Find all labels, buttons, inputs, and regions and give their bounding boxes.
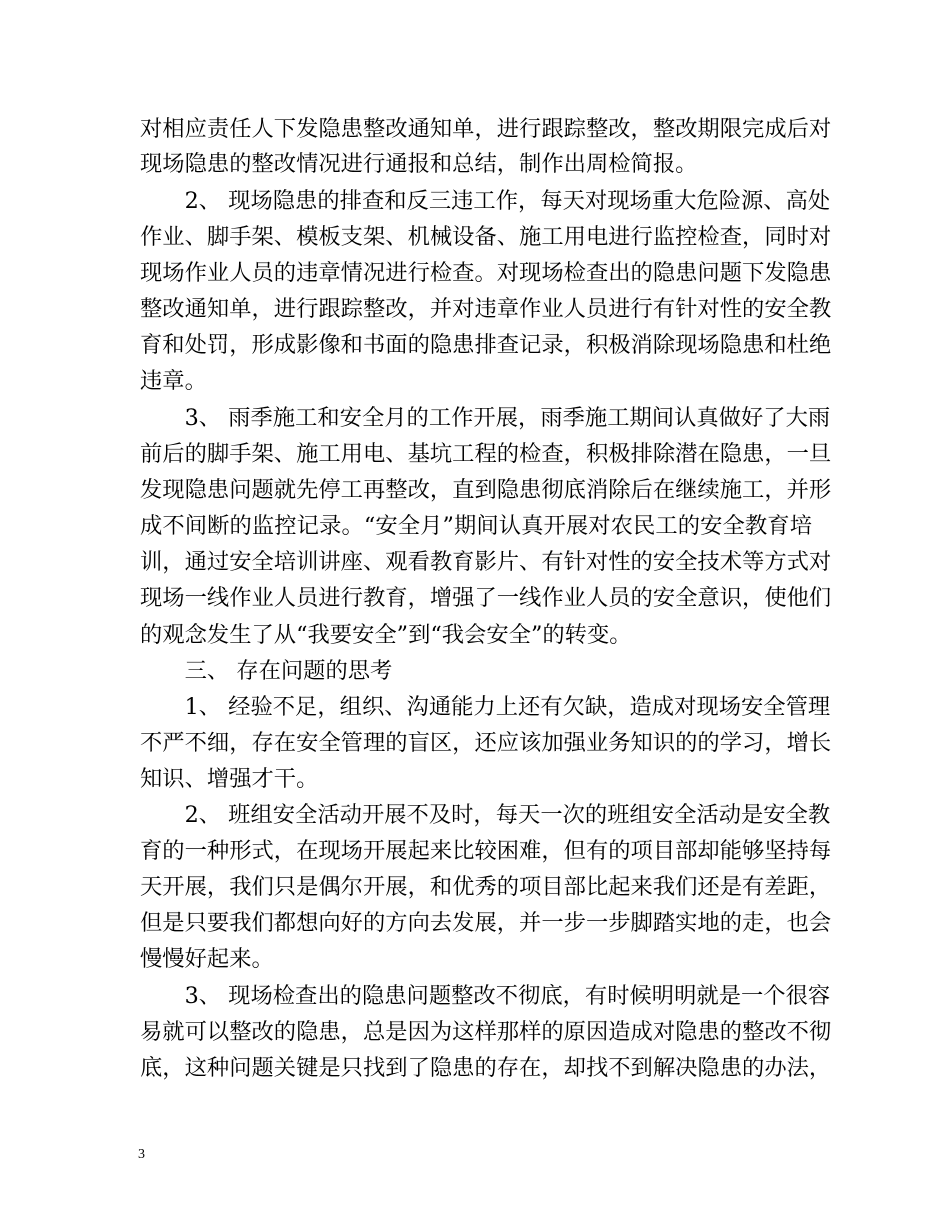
text-line: 现场隐患的整改情况进行通报和总结，制作出周检简报。 (140, 151, 698, 177)
text-line: 现场作业人员的违章情况进行检查。对现场检查出的隐患问题下发隐患 (140, 260, 832, 286)
text-line: 1、 经验不足，组织、沟通能力上还有欠缺，造成对现场安全管理 (140, 694, 831, 720)
text-line: 对相应责任人下发隐患整改通知单，进行跟踪整改，整改期限完成后对 (140, 116, 832, 142)
page-number: 3 (138, 1147, 145, 1162)
text-line: 育的一种形式，在现场开展起来比较困难，但有的项目部却能够坚持每 (140, 838, 832, 864)
text-line: 前后的脚手架、施工用电、基坑工程的检查，积极排除潜在隐患，一旦 (140, 441, 832, 467)
text-line: 2、 班组安全活动开展不及时，每天一次的班组安全活动是安全教 (140, 802, 831, 828)
text-line: 3、 现场检查出的隐患问题整改不彻底，有时候明明就是一个很容 (140, 983, 831, 1009)
text-line: 2、 现场隐患的排查和反三违工作，每天对现场重大危险源、高处 (140, 188, 831, 214)
text-line: 慢慢好起来。 (140, 946, 274, 972)
text-line: 3、 雨季施工和安全月的工作开展，雨季施工期间认真做好了大雨 (140, 405, 831, 431)
text-line: 训，通过安全培训讲座、观看教育影片、有针对性的安全技术等方式对 (140, 549, 832, 575)
text-line: 不严不细，存在安全管理的盲区，还应该加强业务知识的的学习，增长 (140, 730, 832, 756)
text-line: 违章。 (140, 368, 207, 394)
section-heading: 三、 存在问题的思考 (140, 658, 393, 684)
text-line: 易就可以整改的隐患，总是因为这样那样的原因造成对隐患的整改不彻 (140, 1019, 832, 1045)
text-line: 知识、增强才干。 (140, 766, 319, 792)
text-line: 底，这种问题关键是只找到了隐患的存在，却找不到解决隐患的办法， (140, 1055, 832, 1081)
text-line: 的观念发生了从“我要安全”到“我会安全”的转变。 (140, 622, 632, 648)
text-line: 现场一线作业人员进行教育，增强了一线作业人员的安全意识，使他们 (140, 585, 832, 611)
text-line: 成不间断的监控记录。“安全月”期间认真开展对农民工的安全教育培 (140, 513, 812, 539)
text-line: 发现隐患问题就先停工再整改，直到隐患彻底消除后在继续施工，并形 (140, 477, 832, 503)
text-line: 整改通知单，进行跟踪整改，并对违章作业人员进行有针对性的安全教 (140, 296, 832, 322)
text-line: 作业、脚手架、模板支架、机械设备、施工用电进行监控检查，同时对 (140, 224, 832, 250)
text-line: 天开展，我们只是偶尔开展，和优秀的项目部比起来我们还是有差距， (140, 874, 832, 900)
text-line: 育和处罚，形成影像和书面的隐患排查记录，积极消除现场隐患和杜绝 (140, 332, 832, 358)
text-line: 但是只要我们都想向好的方向去发展，并一步一步脚踏实地的走，也会 (140, 910, 832, 936)
